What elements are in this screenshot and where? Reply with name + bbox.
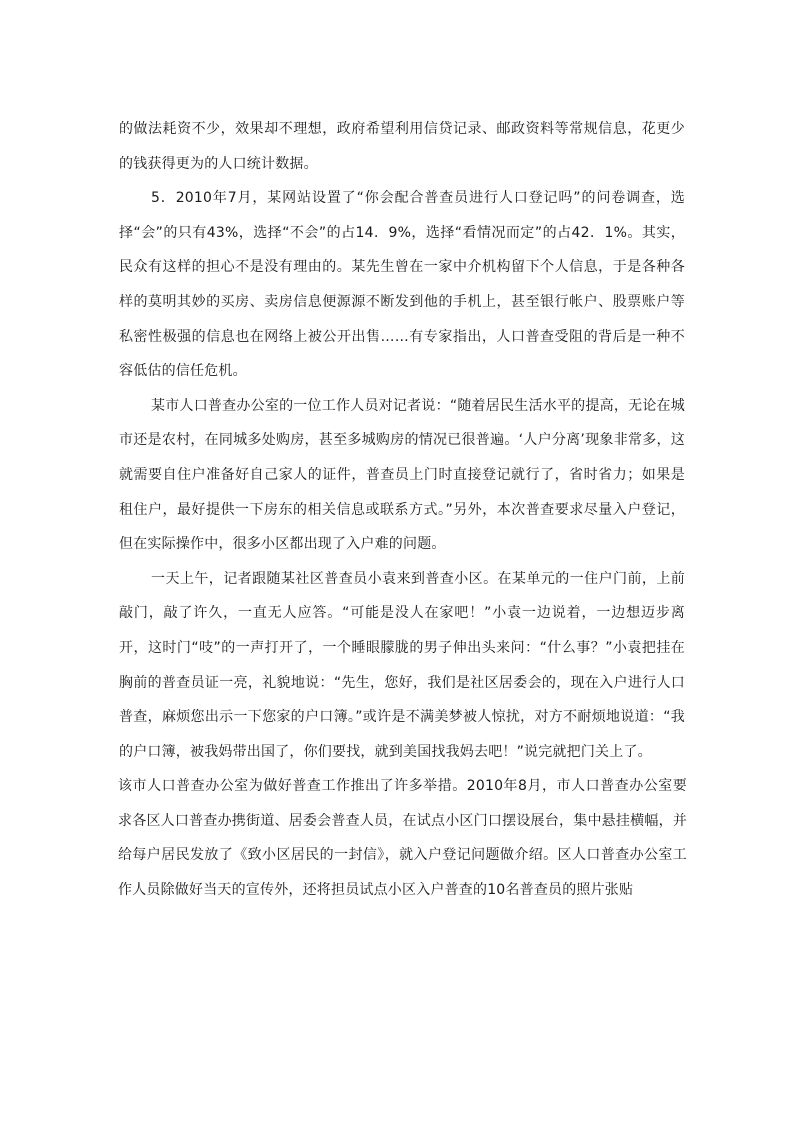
paragraph-5: 该市人口普查办公室为做好普查工作推出了许多举措。2010年8月，市人口普查办公室要求各区人口普查办携街道、居委会普查人员，在试点小区门口摆设展台，集中悬挂横幅，并给每户居民发放了《致小区居民的一封信》，就入户登记问题做介绍。区人口普查办公室工作人员除做好当天的宣传外，还将担员试点小区入户普查的10名普查员的照片张贴 bbox=[118, 778, 687, 899]
body-text bbox=[119, 112, 685, 908]
paragraph-2: 5．2010年7月，某网站设置了“你会配合普查员进行人口登记吗”的问卷调查，选择“会”的只有43%，选择“不会”的占14．9%，选择“看情况而定”的占42．1%。其实，民众有这样的担心不是没有理由的。某先生曾在一家中介机构留下个人信息，于是各种各样的莫明其妙的买房、卖房信息便源源不断发到他的手机上，甚至银行帐户、股票账户等私密性极强的信息也在网络上被公开出售……有专家指出，人口普查受阻的背后是一种不容低估的信任危机。 bbox=[119, 190, 685, 380]
paragraph-1: 的做法耗资不少，效果却不理想，政府希望利用信贷记录、邮政资料等常规信息，花更少的钱获得更为的人口统计数据。 bbox=[119, 121, 685, 172]
paragraph-4: 一天上午，记者跟随某社区普查员小袁来到普查小区。在某单元的一住户门前，上前敲门，敲了许久，一直无人应答。“可能是没人在家吧！”小袁一边说着，一边想迈步离开，这时门“吱”的一声打开了，一个睡眼朦胧的男子伸出头来问：“什么事？”小袁把挂在胸前的普查员证一亮，礼貌地说：“先生，您好，我们是社区居委会的，现在入户进行人口普查，麻烦您出示一下您家的户口簿。”或许是不满美梦被人惊扰，对方不耐烦地说道：“我的户口簿，被我妈带出国了，你们要找，就到美国找我妈去吧！”说完就把门关上了。 bbox=[119, 570, 685, 760]
paragraph-3: 某市人口普查办公室的一位工作人员对记者说：“随着居民生活水平的提高，无论在城市还是农村，在同城多处购房，甚至多城购房的情况已很普遍。‘人户分离’现象非常多，这就需要自住户准备好自己家人的证件，普查员上门时直接登记就行了，省时省力；如果是租住户，最好提供一下房东的相关信息或联系方式。”另外，本次普查要求尽量入户登记，但在实际操作中，很多小区都出现了入户难的问题。 bbox=[119, 397, 685, 553]
